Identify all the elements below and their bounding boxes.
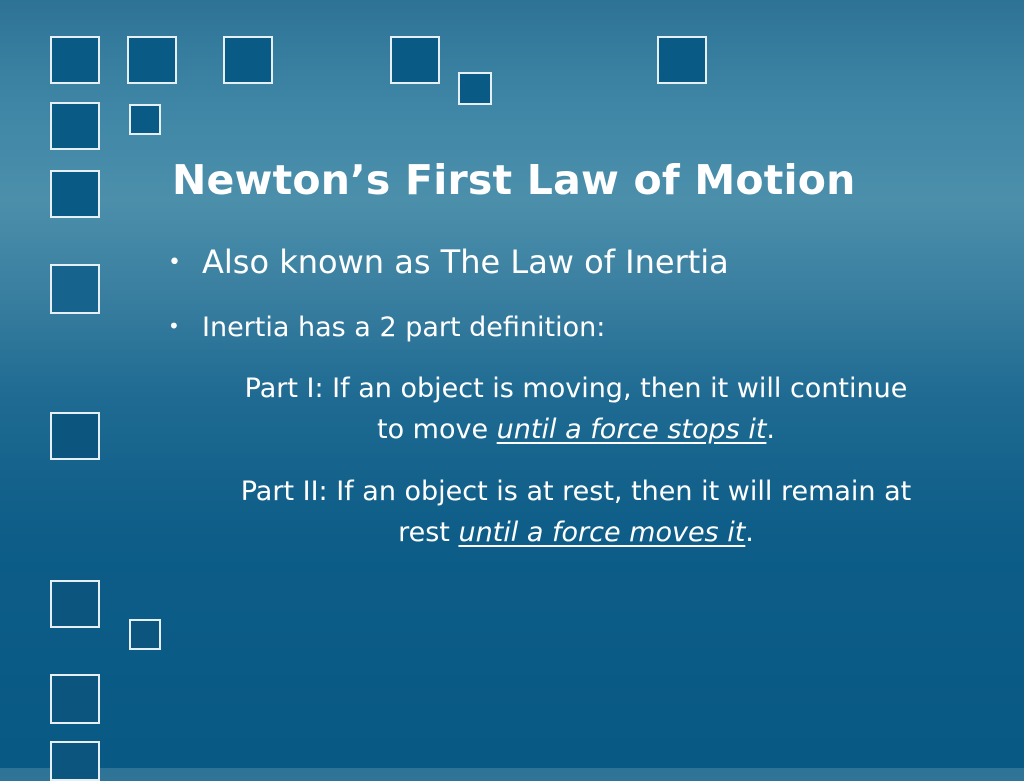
decorative-square [50, 741, 100, 781]
part-one-paragraph [236, 368, 916, 450]
decorative-square [458, 72, 492, 105]
decorative-square [223, 36, 273, 84]
part-one-period: . [766, 414, 776, 445]
decorative-square [657, 36, 707, 84]
decorative-square [129, 104, 161, 135]
decorative-square [50, 580, 100, 628]
bullet-item [168, 306, 605, 348]
part-two-emphasis: until a force moves it [458, 517, 746, 548]
part-two-period: . [745, 517, 754, 548]
decorative-square [50, 674, 100, 724]
bullet-dot-icon: • [168, 250, 181, 275]
decorative-square [127, 36, 177, 84]
decorative-square [50, 412, 100, 460]
part-two-text: Part II: If an object is at rest, then it will remain at rest [240, 476, 912, 548]
decorative-square [50, 170, 100, 218]
part-one-text: Part I: If an object is moving, then it will continue to move [244, 373, 908, 445]
decorative-square [50, 264, 100, 314]
bullet-text: Also known as The Law of Inertia [202, 243, 729, 281]
part-two-paragraph [236, 471, 916, 553]
slide-title: Newton’s First Law of Motion [172, 156, 856, 204]
decorative-square [50, 36, 100, 84]
decorative-square [390, 36, 440, 84]
part-one-emphasis: until a force stops it [496, 414, 767, 445]
decorative-square [50, 102, 100, 150]
bullet-dot-icon: • [168, 314, 180, 338]
bullet-item [168, 240, 729, 285]
decorative-square [129, 619, 161, 650]
bullet-text: Inertia has a 2 part definition: [202, 312, 606, 343]
